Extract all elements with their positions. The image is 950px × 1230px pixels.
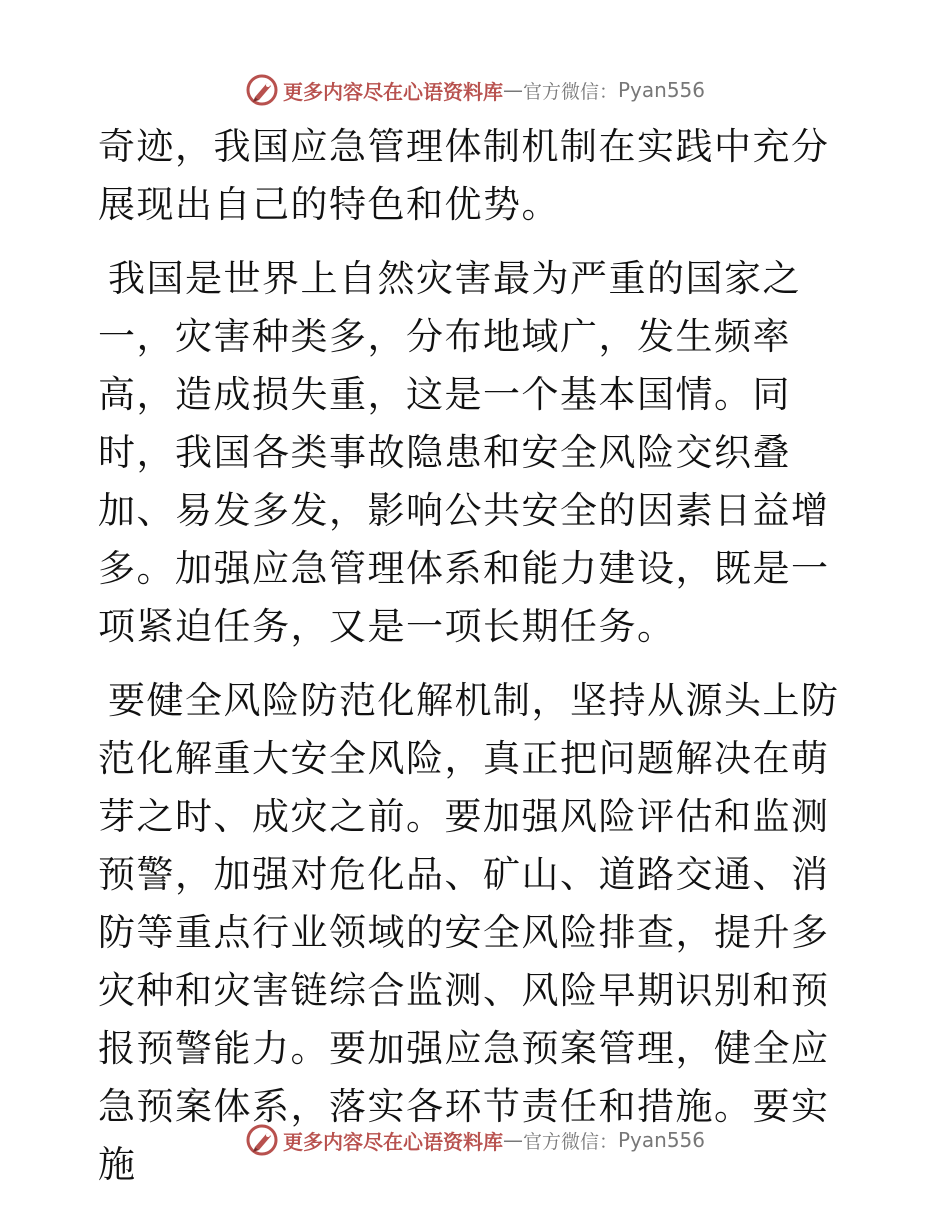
document-body — [98, 118, 858, 1194]
header-wechat-label: 官方微信： — [522, 80, 618, 103]
header-separator: — — [502, 78, 523, 102]
pen-logo-icon — [245, 1123, 279, 1157]
paragraph-2: 我国是世界上自然灾害最为严重的国家之一，灾害种类多，分布地域广，发生频率高，造成损失重，这是一个基本国情。同时，我国各类事故隐患和安全风险交织叠加、易发多发，影响公共安全的因素日益增多。加强应急管理体系和能力建设，既是一项紧迫任务，又是一项长期任务。 — [98, 257, 830, 648]
footer-wechat-label: 官方微信： — [522, 1130, 618, 1153]
paragraph-1: 奇迹，我国应急管理体制机制在实践中充分展现出自己的特色和优势。 — [98, 125, 830, 226]
footer-separator: — — [502, 1128, 523, 1152]
pen-logo-icon — [245, 73, 279, 107]
header-wechat-handle: Pyan556 — [618, 78, 706, 102]
paragraph-3: 要健全风险防范化解机制，坚持从源头上防范化解重大安全风险，真正把问题解决在萌芽之时、成灾之前。要加强风险评估和监测预警，加强对危化品、矿山、道路交通、消防等重点行业领域的安全风险排查，提升多灾种和灾害链综合监测、风险早期识别和预报预警能力。要加强应急预案管理，健全应急预案体系，落实各环节责任和措施。要实施 — [98, 679, 840, 1186]
footer-brand-text: 更多内容尽在心语资料库 — [282, 1129, 503, 1154]
header-brand-text: 更多内容尽在心语资料库 — [282, 79, 503, 104]
header-watermark — [0, 70, 950, 110]
footer-watermark — [0, 1120, 950, 1160]
footer-wechat-handle: Pyan556 — [618, 1128, 706, 1152]
